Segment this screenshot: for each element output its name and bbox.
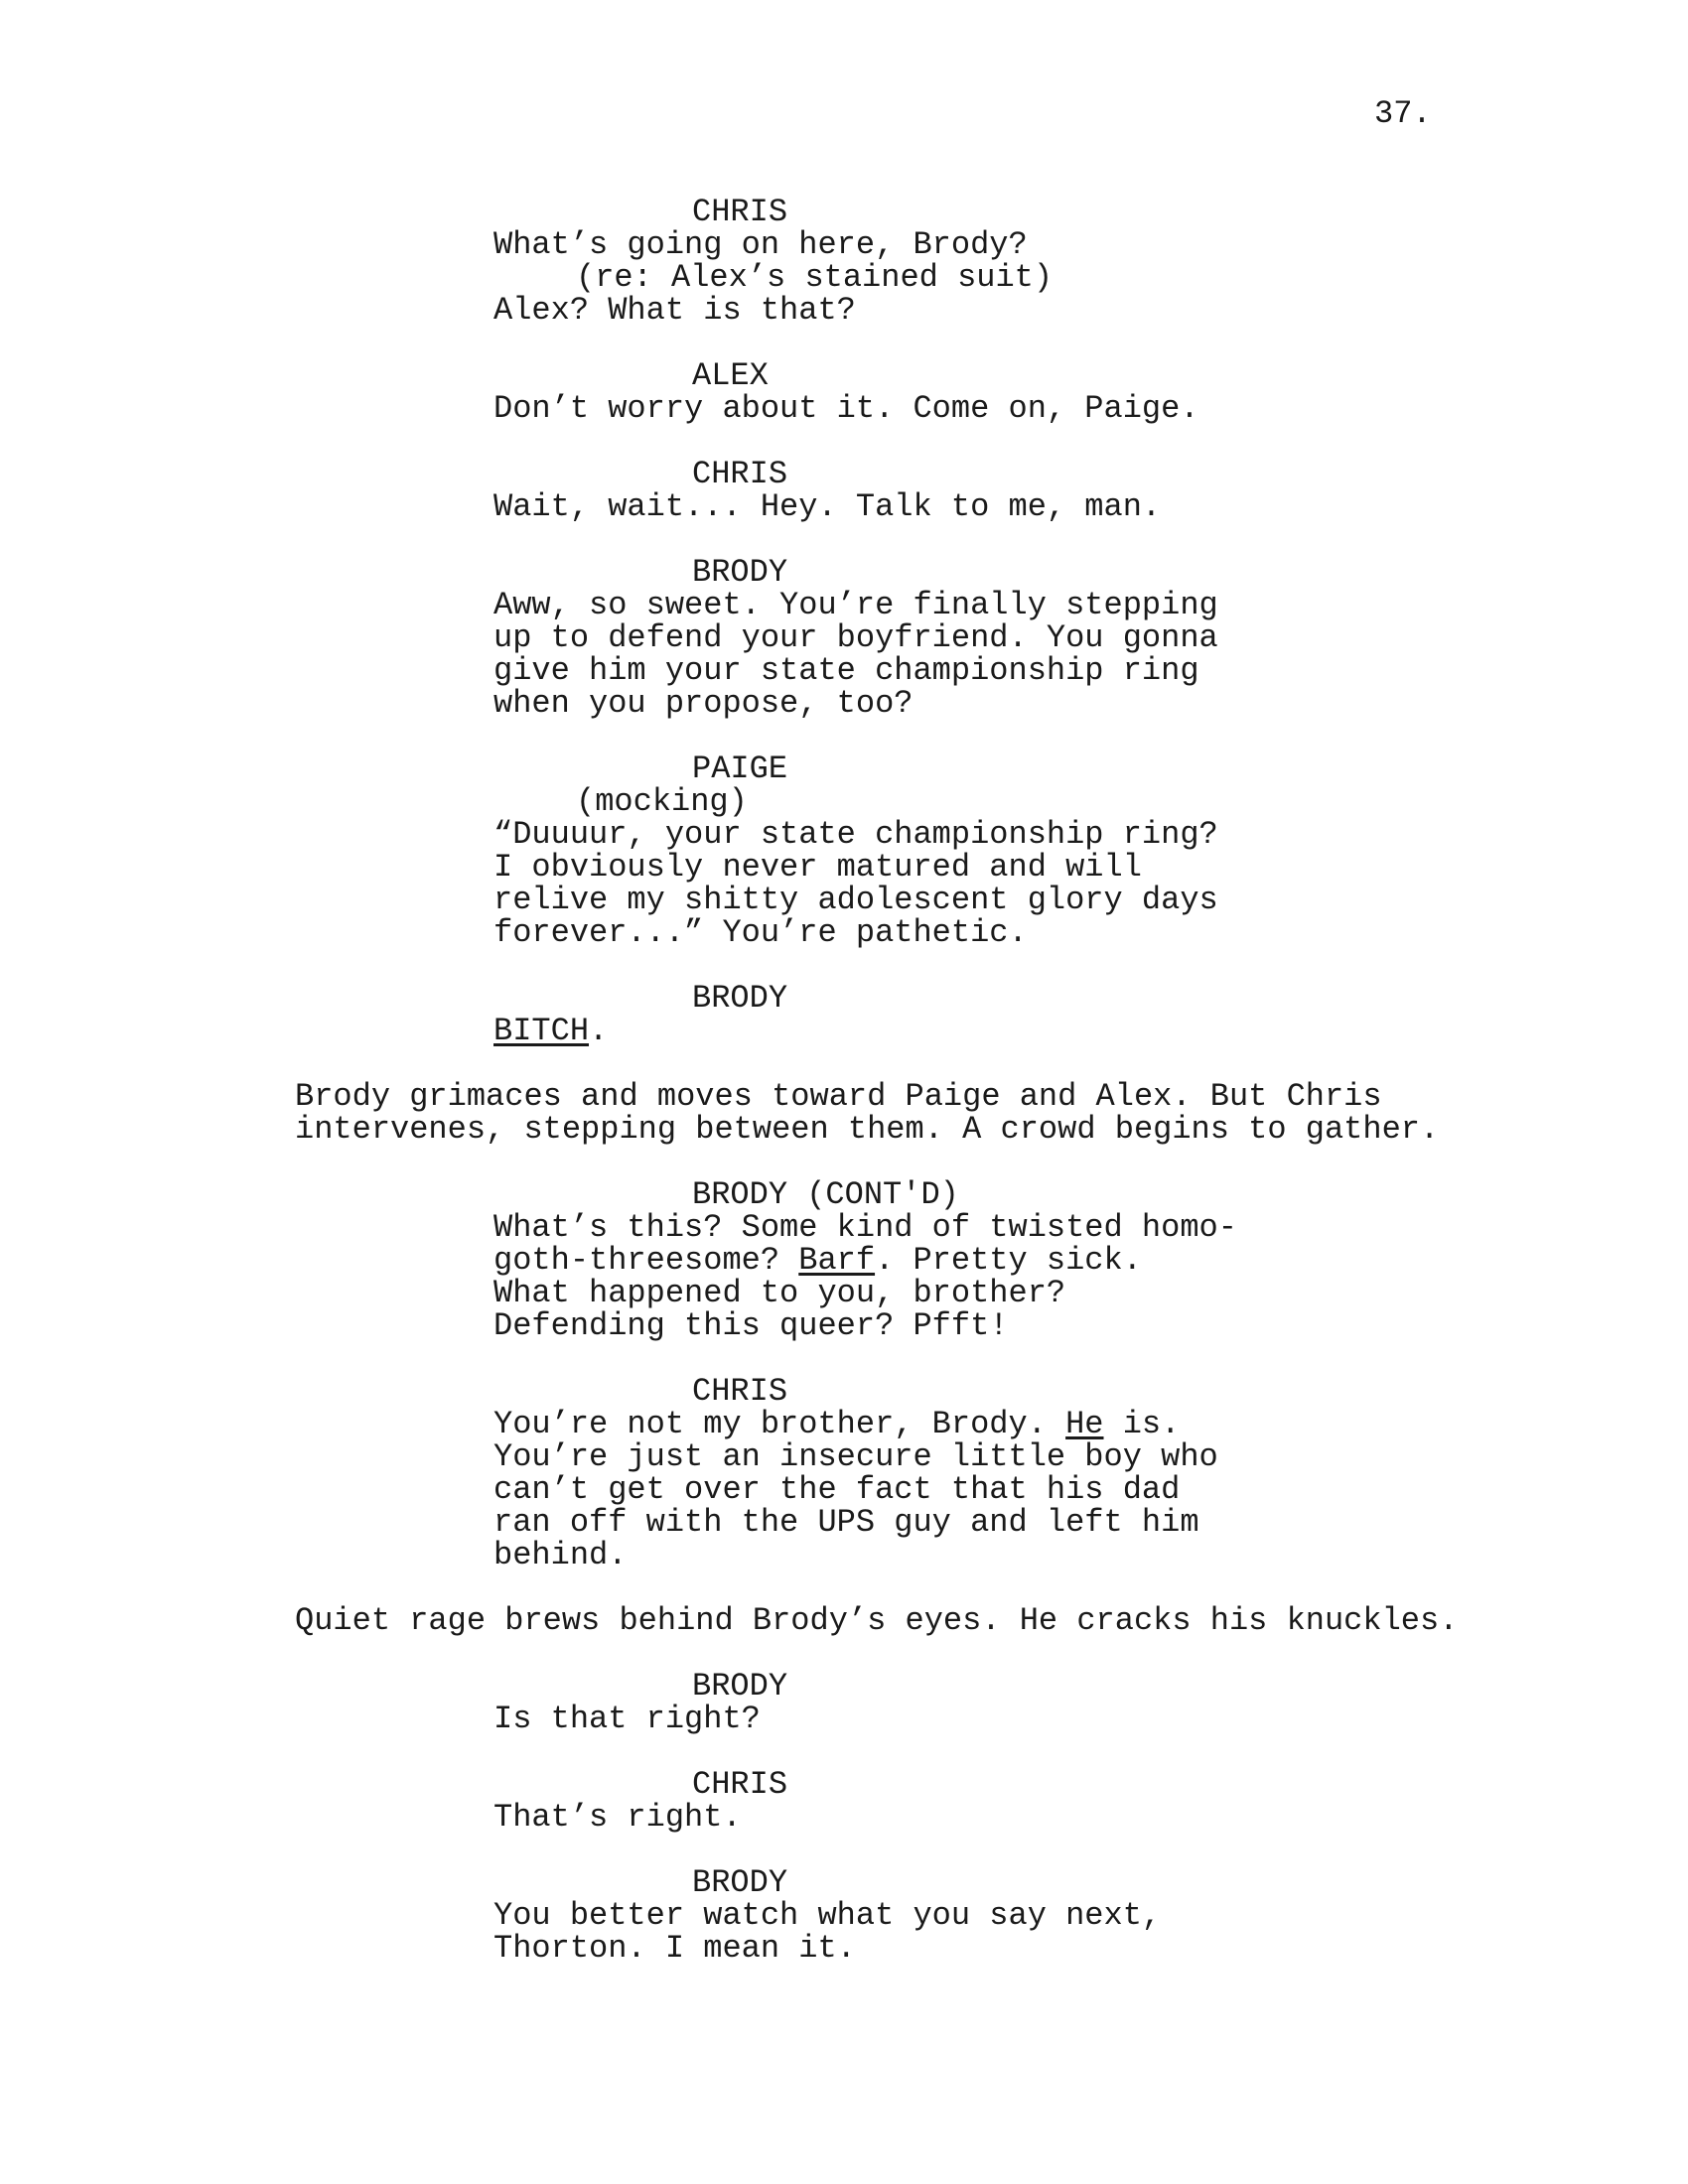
character-name: ALEX xyxy=(692,357,769,394)
dialogue-line: forever...” You’re pathetic. xyxy=(493,914,1028,951)
dialogue-line xyxy=(493,1244,1142,1277)
underlined-word: BITCH xyxy=(493,1013,590,1049)
action-line: intervenes, stepping between them. A crowd begins to gather. xyxy=(295,1111,1440,1148)
dialogue-line: I obviously never matured and will xyxy=(493,849,1142,886)
dialogue-line: What’s going on here, Brody? xyxy=(493,226,1028,263)
dialogue-line: What’s this? Some kind of twisted homo- xyxy=(493,1209,1237,1246)
dialogue-line: Defending this queer? Pfft! xyxy=(493,1307,1009,1344)
dialogue-segment: . Pretty sick. xyxy=(875,1242,1142,1279)
dialogue-line: Wait, wait... Hey. Talk to me, man. xyxy=(493,488,1162,525)
dialogue-line: Don’t worry about it. Come on, Paige. xyxy=(493,390,1199,427)
dialogue-line xyxy=(493,1408,1180,1440)
dialogue-line: ran off with the UPS guy and left him xyxy=(493,1504,1199,1541)
dialogue-line: What happened to you, brother? xyxy=(493,1275,1066,1311)
dialogue-segment: goth-threesome? xyxy=(493,1242,799,1279)
dialogue-line: Alex? What is that? xyxy=(493,292,856,329)
character-name: CHRIS xyxy=(692,194,788,230)
character-name: BRODY xyxy=(692,554,788,591)
dialogue-line: You better watch what you say next, xyxy=(493,1897,1162,1934)
character-name: BRODY (CONT'D) xyxy=(692,1176,959,1213)
action-line: Quiet rage brews behind Brody’s eyes. He cracks his knuckles. xyxy=(295,1602,1459,1639)
dialogue-segment: You’re not my brother, Brody. xyxy=(493,1406,1066,1442)
character-name: CHRIS xyxy=(692,1373,788,1410)
character-name: BRODY xyxy=(692,980,788,1017)
punctuation: . xyxy=(589,1013,609,1049)
parenthetical: (re: Alex’s stained suit) xyxy=(576,259,1054,296)
action-line: Brody grimaces and moves toward Paige and Alex. But Chris xyxy=(295,1078,1382,1115)
page-number: 37. xyxy=(1374,95,1432,132)
dialogue-line: up to defend your boyfriend. You gonna xyxy=(493,619,1218,656)
dialogue-line: Thorton. I mean it. xyxy=(493,1930,856,1967)
dialogue-line: You’re just an insecure little boy who xyxy=(493,1438,1218,1475)
dialogue-line: when you propose, too? xyxy=(493,685,914,722)
character-name: BRODY xyxy=(692,1864,788,1901)
underlined-word: He xyxy=(1065,1406,1104,1442)
dialogue-line: Aww, so sweet. You’re finally stepping xyxy=(493,587,1218,623)
dialogue-line: give him your state championship ring xyxy=(493,652,1199,689)
dialogue-line: Is that right? xyxy=(493,1701,761,1737)
character-name: BRODY xyxy=(692,1668,788,1705)
character-name: CHRIS xyxy=(692,1766,788,1803)
dialogue-line xyxy=(493,1015,608,1047)
dialogue-line: That’s right. xyxy=(493,1799,742,1836)
underlined-word: Barf xyxy=(798,1242,876,1279)
character-name: CHRIS xyxy=(692,456,788,492)
dialogue-line: behind. xyxy=(493,1537,628,1573)
dialogue-line: relive my shitty adolescent glory days xyxy=(493,882,1218,918)
dialogue-line: can’t get over the fact that his dad xyxy=(493,1471,1181,1508)
dialogue-line: “Duuuur, your state championship ring? xyxy=(493,816,1218,853)
dialogue-segment: is. xyxy=(1103,1406,1181,1442)
parenthetical: (mocking) xyxy=(576,783,748,820)
character-name: PAIGE xyxy=(692,751,788,787)
